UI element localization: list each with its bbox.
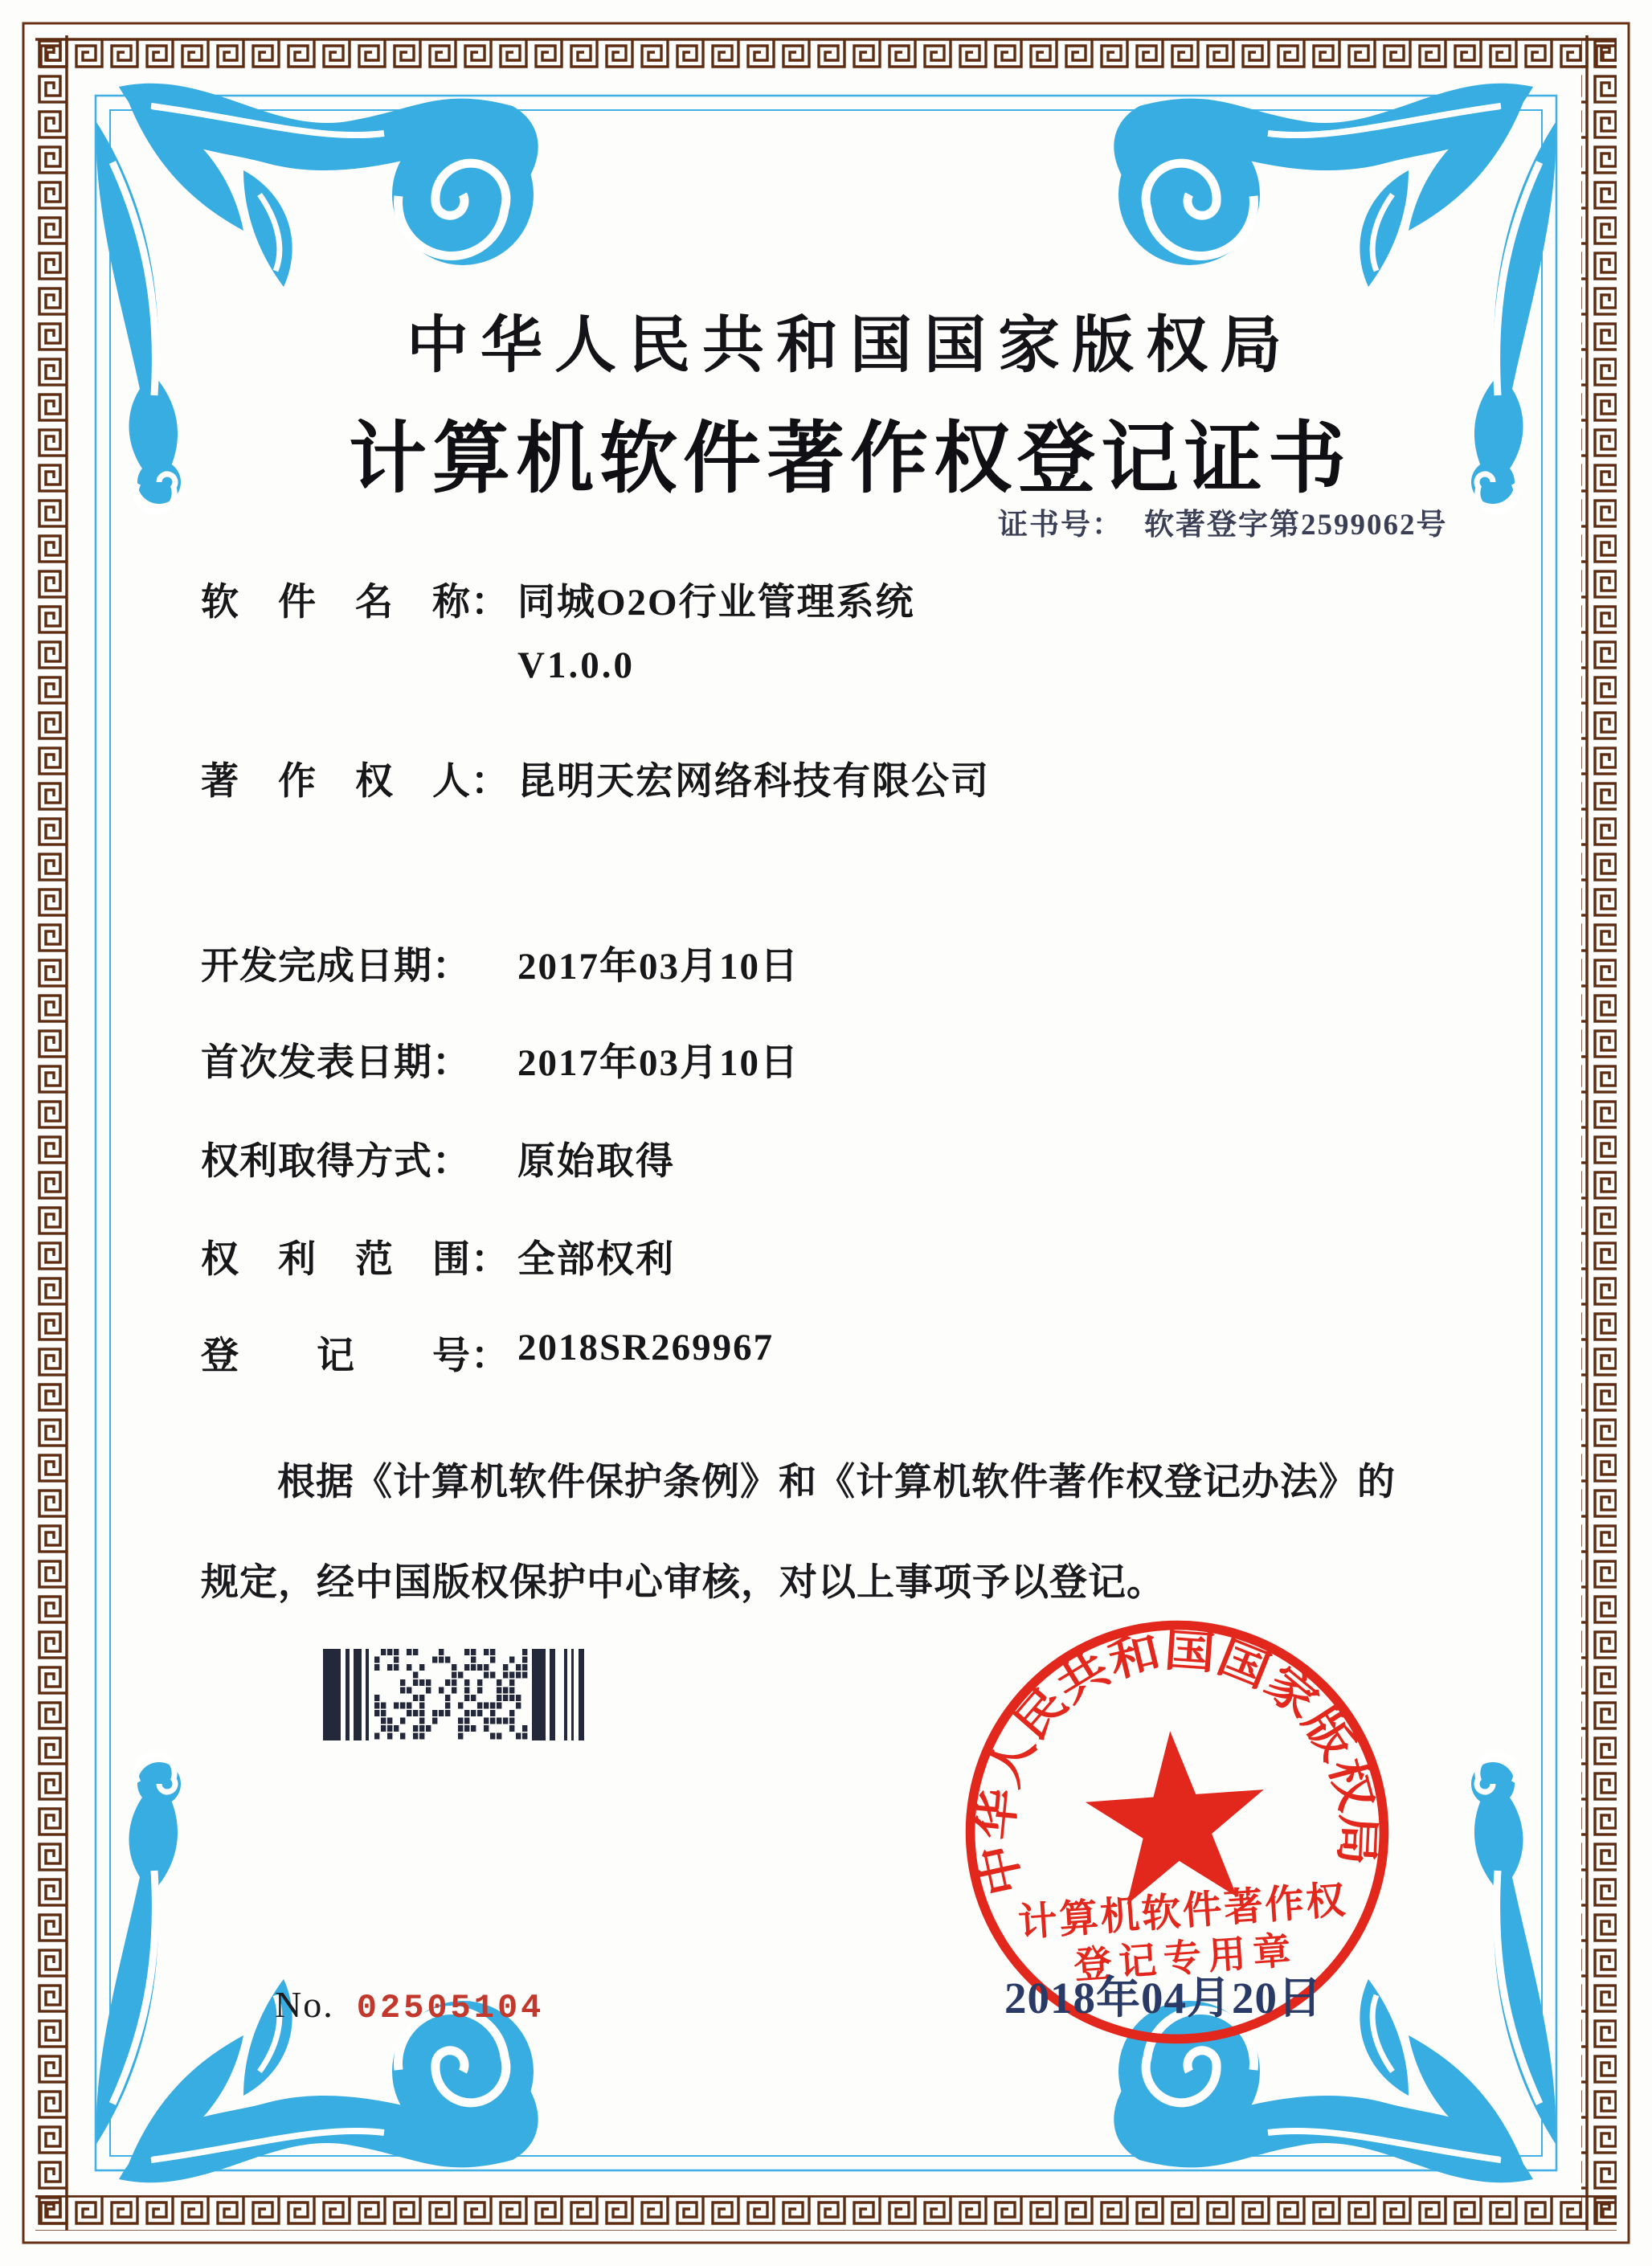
- field-label: 登 记 号：: [201, 1335, 509, 1377]
- seal-ring-text: 中华人民共和国国家版权局: [971, 1626, 1383, 1900]
- field-value: 2017年03月10日: [517, 1042, 799, 1084]
- field-dev-complete-date: [201, 936, 799, 990]
- serial-number-line: [275, 1983, 544, 2027]
- software-version: V1.0.0: [517, 644, 635, 686]
- field-label: 软 件 名 称：: [201, 582, 509, 624]
- field-label: 首次发表日期：: [201, 1042, 471, 1084]
- field-first-publish-date: [201, 1033, 799, 1086]
- field-label: 著 作 权 人：: [201, 761, 509, 803]
- field-value: [517, 572, 915, 687]
- field-right-acquisition: [201, 1131, 675, 1185]
- serial-label: No.: [275, 1984, 334, 2025]
- field-value: 原始取得: [517, 1141, 675, 1183]
- seal-line-1: 计算机软件著作权: [1016, 1878, 1349, 1945]
- field-value: 2018SR269967: [517, 1327, 775, 1368]
- certificate-title: 计算机软件著作权登记证书: [349, 416, 1351, 502]
- field-right-scope: [201, 1229, 675, 1283]
- barcode: [323, 1649, 588, 1740]
- seal-date: 2018年04月20日: [1004, 1974, 1323, 2023]
- statement-line-2: 规定，经中国版权保护中心审核，对以上事项予以登记。: [201, 1562, 1165, 1604]
- field-software-name: [201, 572, 915, 687]
- field-label: 权利取得方式：: [201, 1141, 471, 1183]
- certificate-number-value: 软著登字第2599062号: [1144, 509, 1448, 542]
- field-label: 开发完成日期：: [201, 946, 471, 988]
- certificate-number-label: 证书号：: [998, 509, 1123, 542]
- field-label: 权 利 范 围：: [201, 1239, 509, 1281]
- certificate-number-line: [998, 500, 1448, 543]
- field-copyright-owner: [201, 751, 990, 805]
- field-value: 2017年03月10日: [517, 946, 799, 988]
- seal-line-2: 登记专用章: [1073, 1929, 1299, 1988]
- authority-title: 中华人民共和国国家版权局: [407, 311, 1294, 380]
- seal-star: [1081, 1725, 1271, 1908]
- field-value: 昆明天宏网络科技有限公司: [517, 761, 990, 803]
- software-name: 同城O2O行业管理系统: [517, 582, 915, 624]
- field-registration-number: [201, 1326, 774, 1380]
- serial-number: 02505104: [356, 1989, 545, 2027]
- field-value: 全部权利: [517, 1239, 675, 1281]
- statement-line-1: 根据《计算机软件保护条例》和《计算机软件著作权登记办法》的: [277, 1462, 1396, 1503]
